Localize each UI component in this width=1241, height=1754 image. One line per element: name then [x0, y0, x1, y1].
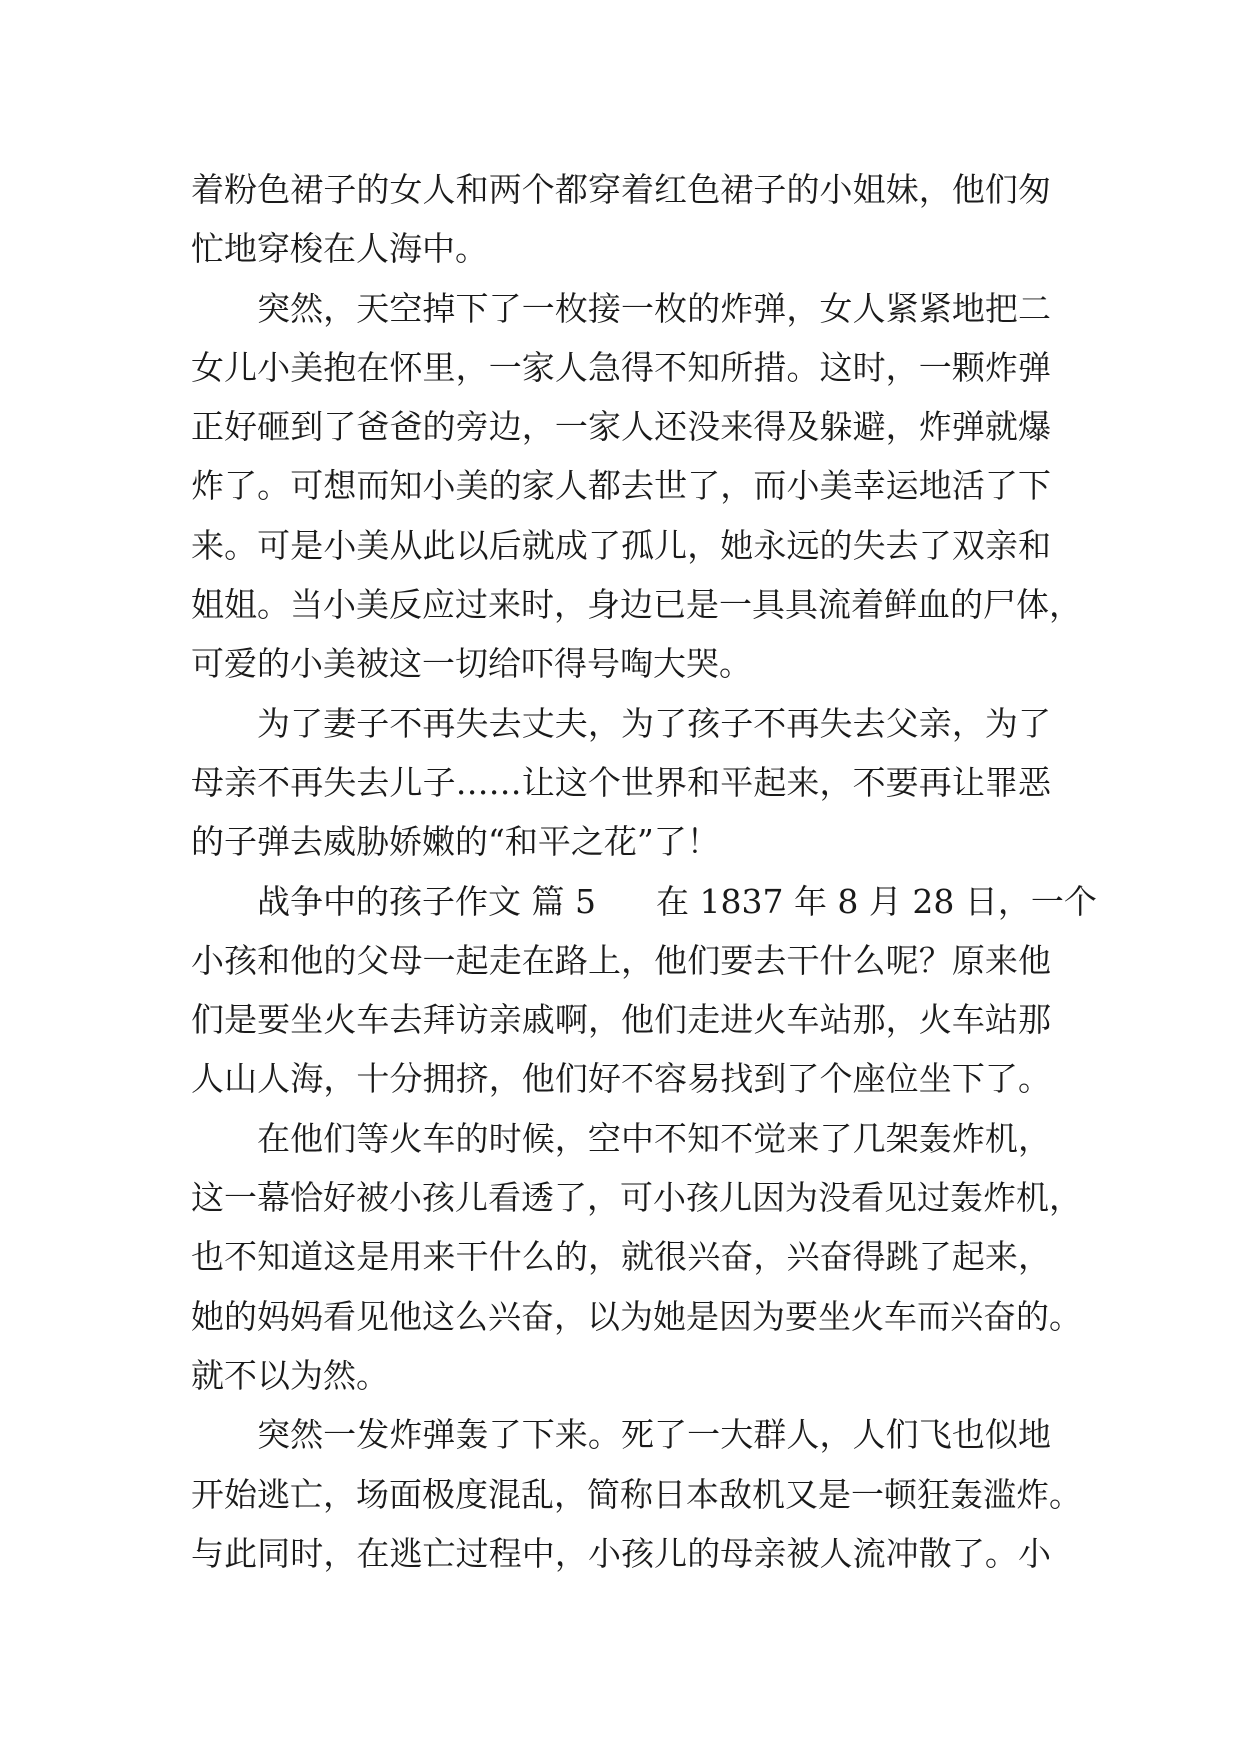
text-line: 她的妈妈看见他这么兴奋，以为她是因为要坐火车而兴奋的。: [191, 1296, 1082, 1336]
paragraph-first-line: 在他们等火车的时候，空中不知不觉来了几架轰炸机，: [257, 1118, 1051, 1158]
paragraph-first-line: 突然，天空掉下了一枚接一枚的炸弹，女人紧紧地把二: [257, 288, 1051, 328]
paragraph-first-line: 为了妻子不再失去丈夫，为了孩子不再失去父亲，为了: [257, 703, 1051, 743]
text-line: 开始逃亡，场面极度混乱，简称日本敌机又是一顿狂轰滥炸。: [191, 1474, 1082, 1514]
text-line: 母亲不再失去儿子……让这个世界和平起来，不要再让罪恶: [191, 762, 1051, 802]
text-line: 正好砸到了爸爸的旁边，一家人还没来得及躲避，炸弹就爆: [191, 407, 1051, 447]
text-line: 忙地穿梭在人海中。: [191, 229, 488, 269]
text-line: 与此同时，在逃亡过程中，小孩儿的母亲被人流冲散了。小: [191, 1533, 1051, 1573]
section-heading: 战争中的孩子作文 篇 5: [257, 881, 596, 921]
text-line: 人山人海，十分拥挤，他们好不容易找到了个座位坐下了。: [191, 1059, 1051, 1099]
text-line: 女儿小美抱在怀里，一家人急得不知所措。这时，一颗炸弹: [191, 347, 1051, 387]
section-heading-line: [191, 872, 1097, 931]
text-line: 姐姐。当小美反应过来时，身边已是一具具流着鲜血的尸体，: [191, 585, 1082, 625]
text-line: 的子弹去威胁娇嫩的“和平之花”了！: [191, 822, 720, 862]
text-line: 就不以为然。: [191, 1355, 389, 1395]
text-line: 可爱的小美被这一切给吓得号啕大哭。: [191, 644, 752, 684]
text-line: 们是要坐火车去拜访亲戚啊，他们走进火车站那，火车站那: [191, 1000, 1051, 1040]
text-line: 来。可是小美从此以后就成了孤儿，她永远的失去了双亲和: [191, 525, 1051, 565]
body-text: [191, 160, 1097, 1583]
text-line: 着粉色裙子的女人和两个都穿着红色裙子的小姐妹，他们匆: [191, 170, 1051, 209]
text-line: 炸了。可想而知小美的家人都去世了，而小美幸运地活了下: [191, 466, 1051, 506]
section-first-sentence: 在 1837 年 8 月 28 日，一个: [655, 881, 1097, 921]
paragraph-first-line: 突然一发炸弹轰了下来。死了一大群人，人们飞也似地: [257, 1415, 1051, 1455]
text-line: 小孩和他的父母一起走在路上，他们要去干什么呢？原来他: [191, 940, 1051, 980]
text-line: 也不知道这是用来干什么的，就很兴奋，兴奋得跳了起来，: [191, 1237, 1051, 1277]
text-line: 这一幕恰好被小孩儿看透了，可小孩儿因为没看见过轰炸机，: [191, 1178, 1082, 1218]
